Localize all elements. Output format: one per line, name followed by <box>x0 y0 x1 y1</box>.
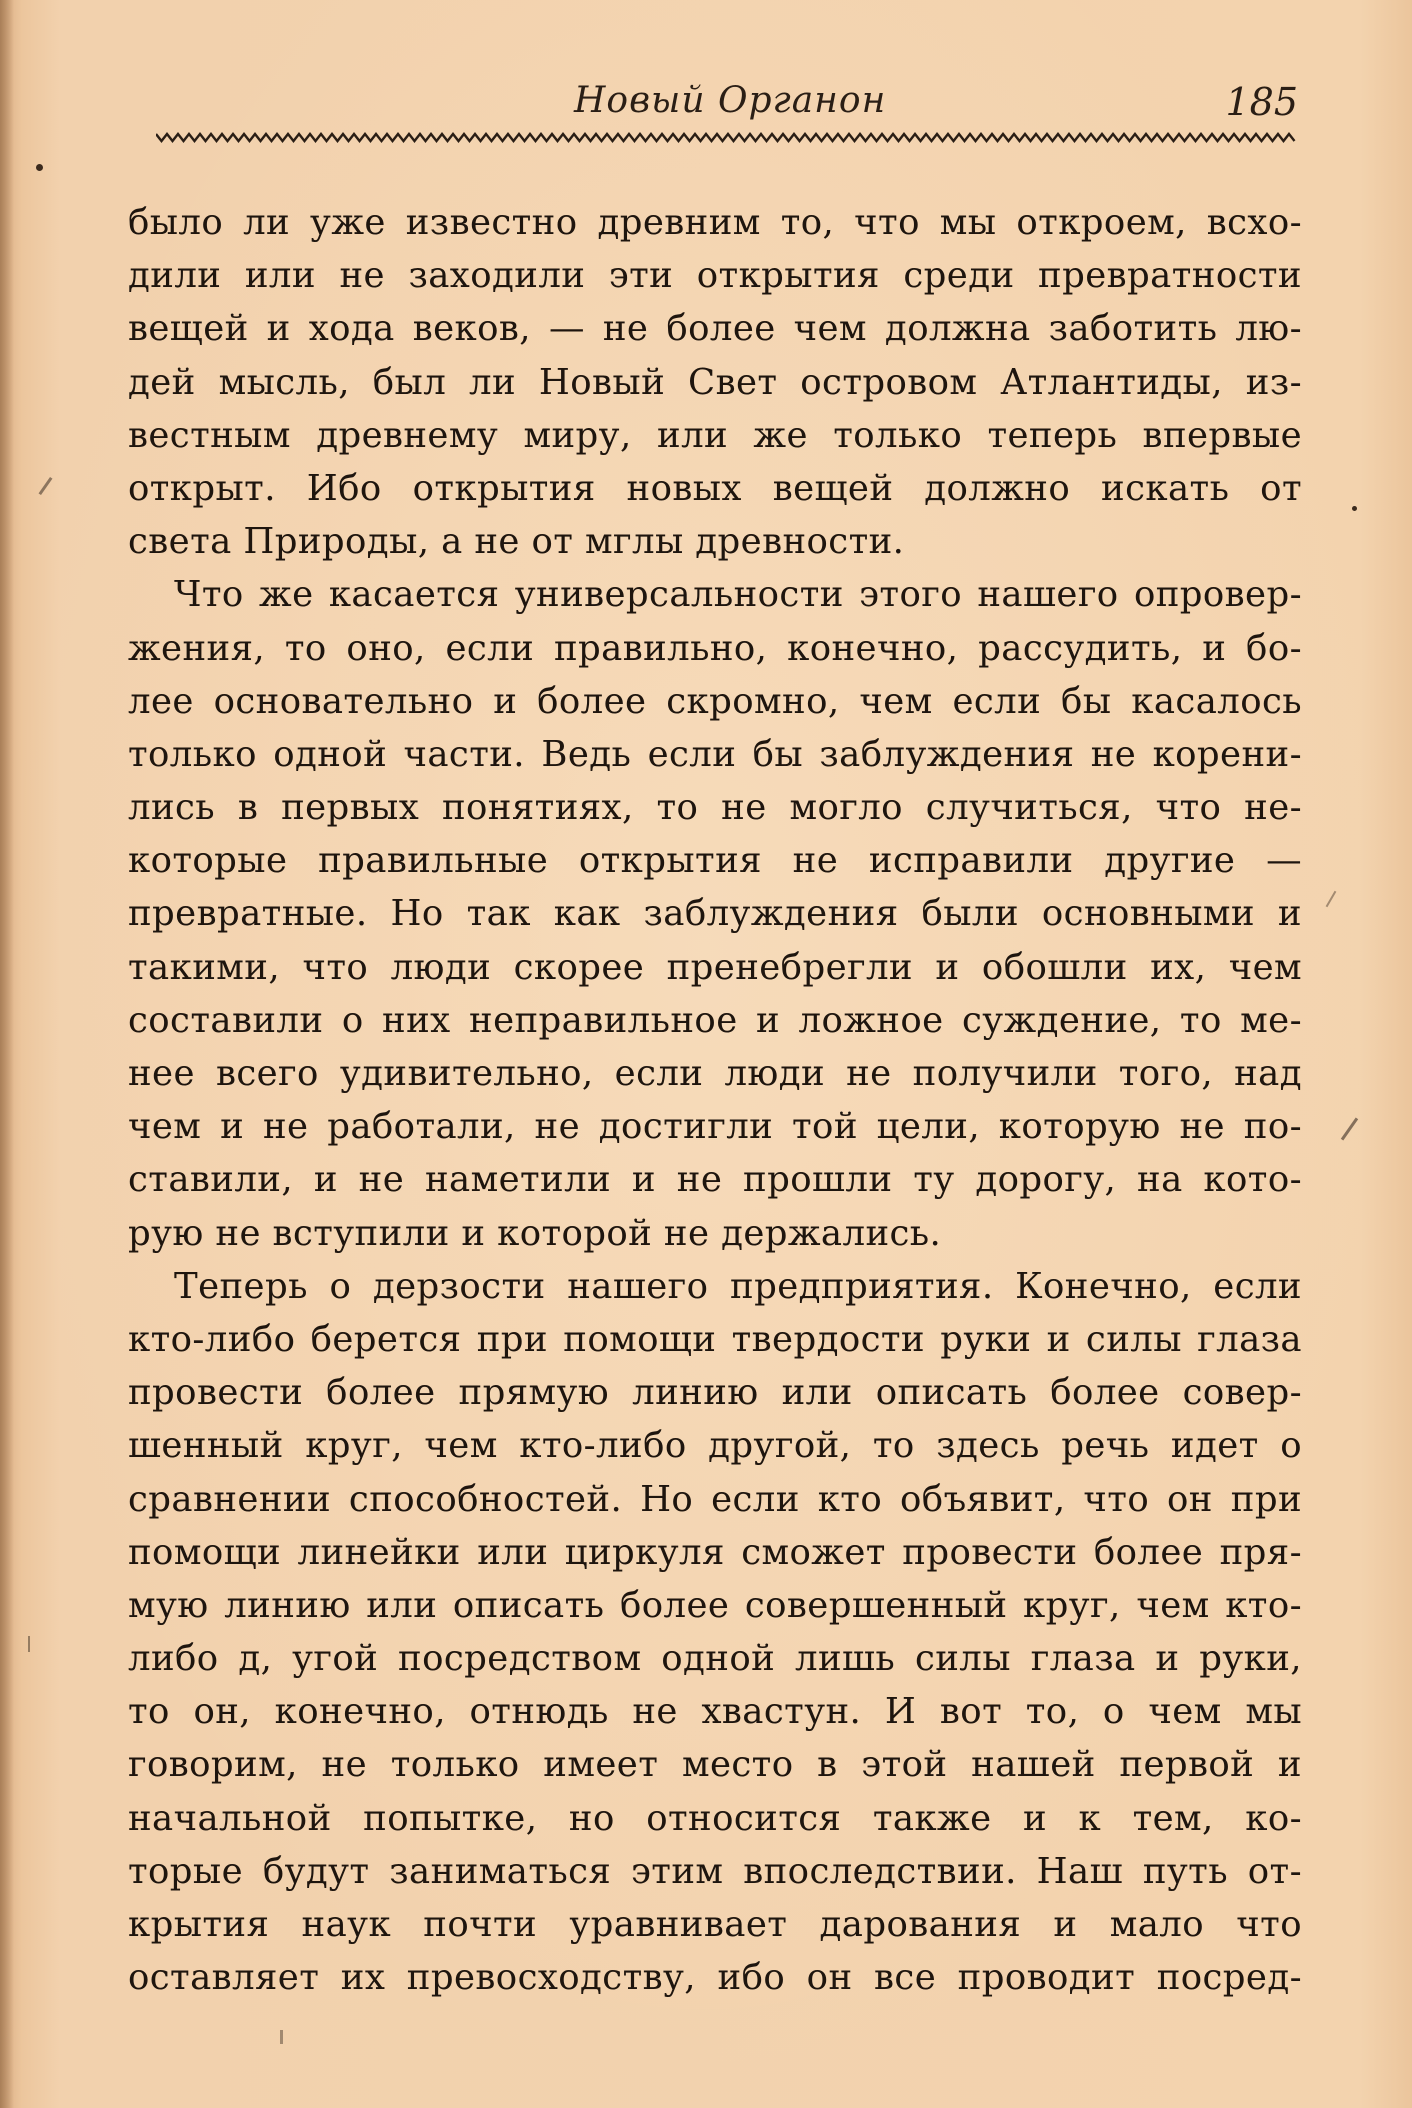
text-line: света Природы, а не от мглы древности. <box>128 521 905 563</box>
decorative-head-rule <box>156 130 1298 144</box>
text-line: вещей и хода веков, — не более чем должна заботить лю- <box>128 308 1302 350</box>
text-line: лее основательно и более скромно, чем если бы касалось <box>128 680 1302 722</box>
text-line: вестным древнему миру, или же только теперь впервые <box>128 414 1302 456</box>
text-line: дей мысль, был ли Новый Свет островом Атлантиды, из- <box>128 361 1302 403</box>
text-line: сравнении способностей. Но если кто объявит, что он при <box>128 1478 1302 1520</box>
text-line: открыт. Ибо открытия новых вещей должно искать от <box>128 467 1302 509</box>
text-line: которые правильные открытия не исправили другие — <box>128 840 1302 882</box>
body-text <box>128 196 1302 2004</box>
text-line: такими, что люди скорее пренебрегли и обошли их, чем <box>128 946 1302 988</box>
ink-speck <box>36 164 43 171</box>
running-head <box>130 70 1300 130</box>
text-line: торые будут заниматься этим впоследствии. Наш путь от- <box>128 1850 1302 1892</box>
running-title: Новый Органон <box>574 80 887 121</box>
paragraph-3 <box>128 1260 1302 2005</box>
ink-speck <box>1352 506 1357 511</box>
pencil-mark <box>39 477 53 495</box>
text-line: лись в первых понятиях, то не могло случиться, что не- <box>128 787 1302 829</box>
text-line: жения, то оно, если правильно, конечно, рассудить, и бо- <box>128 627 1302 669</box>
paragraph-2 <box>128 568 1302 1259</box>
text-line: помощи линейки или циркуля сможет провести более пря- <box>128 1531 1302 1573</box>
text-line: было ли уже известно древним то, что мы откроем, всхо- <box>128 202 1302 243</box>
text-line: рую не вступили и которой не держались. <box>128 1212 942 1254</box>
pencil-mark <box>28 1636 30 1652</box>
pencil-mark <box>280 2030 283 2044</box>
text-line: составили о них неправильное и ложное суждение, то ме- <box>128 999 1302 1041</box>
pencil-mark <box>1326 891 1337 908</box>
text-line: мую линию или описать более совершенный круг, чем кто- <box>128 1584 1302 1626</box>
text-line: только одной части. Ведь если бы заблуждения не корени- <box>128 733 1302 775</box>
paragraph-1 <box>128 196 1302 568</box>
text-line: кто-либо берется при помощи твердости руки и силы глаза <box>128 1318 1302 1360</box>
text-line: Что же касается универсальности этого нашего опровер- <box>174 574 1302 616</box>
text-line: говорим, не только имеет место в этой нашей первой и <box>128 1744 1302 1786</box>
text-line: крытия наук почти уравнивает дарования и мало что <box>128 1904 1302 1945</box>
text-line: шенный круг, чем кто-либо другой, то здесь речь идет о <box>128 1425 1302 1467</box>
text-line: либо д, угой посредством одной лишь силы глаза и руки, <box>128 1638 1302 1680</box>
text-line: оставляет их превосходству, ибо он все проводит посред- <box>128 1957 1302 1999</box>
pencil-mark <box>1341 1117 1358 1140</box>
text-line: то он, конечно, отнюдь не хвастун. И вот то, о чем мы <box>128 1691 1302 1733</box>
text-line: нее всего удивительно, если люди не получили того, над <box>128 1053 1302 1094</box>
text-line: дили или не заходили эти открытия среди превратности <box>128 255 1302 297</box>
text-line: Теперь о дерзости нашего предприятия. Конечно, если <box>174 1265 1302 1307</box>
text-line: превратные. Но так как заблуждения были основными и <box>128 893 1302 935</box>
text-line: чем и не работали, не достигли той цели, которую не по- <box>128 1106 1302 1148</box>
page-number: 185 <box>1225 80 1298 124</box>
text-line: провести более прямую линию или описать более совер- <box>128 1372 1302 1414</box>
page-edge-shadow <box>0 0 14 2108</box>
text-line: начальной попытке, но относится также и к тем, ко- <box>128 1797 1302 1839</box>
text-line: ставили, и не наметили и не прошли ту дорогу, на кото- <box>128 1159 1302 1201</box>
